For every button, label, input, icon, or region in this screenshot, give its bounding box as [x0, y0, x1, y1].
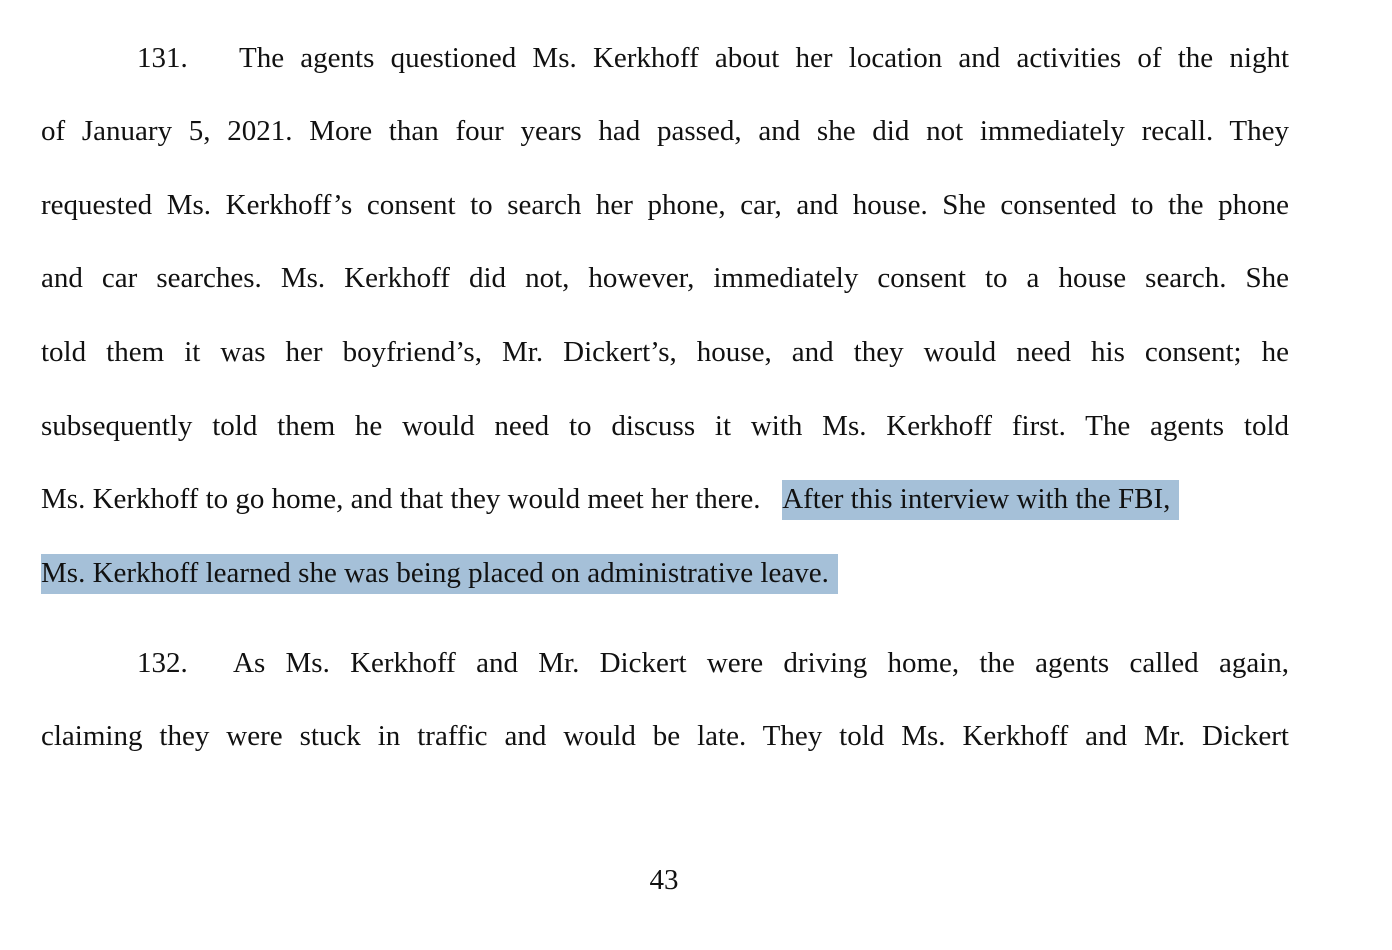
paragraph-131-line-6: subsequently told them he would need to discuss it with Ms. Kerkhoff first. The agents told	[41, 410, 1289, 442]
highlighted-text[interactable]: After this interview with the FBI,	[782, 480, 1179, 520]
paragraph-number: 132.	[137, 647, 188, 679]
paragraph-number: 131.	[137, 42, 188, 74]
page-number: 43	[649, 864, 679, 896]
paragraph-131-line-7	[41, 479, 1289, 519]
paragraph-131-line-4: and car searches. Ms. Kerkhoff did not, however, immediately consent to a house search. She	[41, 262, 1289, 294]
paragraph-131-line-8	[41, 553, 1289, 593]
paragraph-text: As Ms. Kerkhoff and Mr. Dickert were driving home, the agents called again,	[233, 647, 1289, 679]
paragraph-131-line-2: of January 5, 2021. More than four years had passed, and she did not immediately recall. They	[41, 115, 1289, 147]
paragraph-text: The agents questioned Ms. Kerkhoff about her location and activities of the night	[239, 42, 1289, 74]
paragraph-131-line-5: told them it was her boyfriend’s, Mr. Dickert’s, house, and they would need his consent; he	[41, 336, 1289, 368]
highlighted-text[interactable]: Ms. Kerkhoff learned she was being placed on administrative leave.	[41, 554, 838, 594]
paragraph-131-line-1	[41, 38, 1289, 78]
paragraph-132-line-2: claiming they were stuck in traffic and would be late. They told Ms. Kerkhoff and Mr. Dickert	[41, 720, 1289, 752]
paragraph-132-line-1	[41, 643, 1289, 683]
paragraph-text: Ms. Kerkhoff to go home, and that they would meet her there.	[41, 483, 761, 515]
paragraph-131-line-3: requested Ms. Kerkhoff’s consent to search her phone, car, and house. She consented to the phone	[41, 189, 1289, 221]
